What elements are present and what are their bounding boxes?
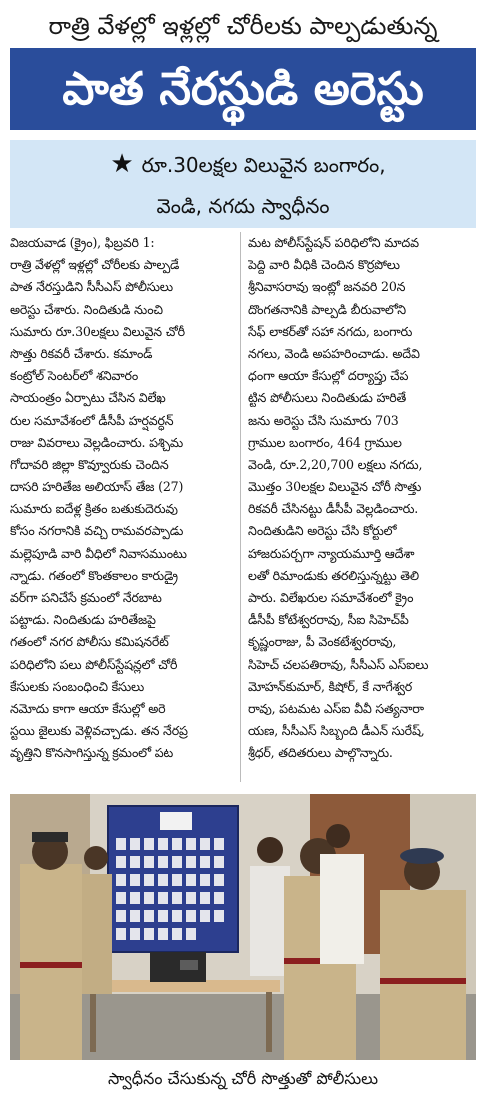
article-line: రాత్రి వేళల్లో ఇళ్లల్లో చోరీలకు పాల్పడే — [10, 257, 180, 273]
article-line: కోసం నగరానికి వచ్చి రామవరప్పాడు — [10, 523, 184, 539]
article-line: సేఫ్ లాకర్‌తో సహా నగదు, బంగారు — [248, 323, 413, 339]
article-line: దొంగతనానికి పాల్పడి బీరువాలోని — [248, 301, 406, 317]
article-line: మోహన్‌కుమార్, కిషోర్, కే నాగేశ్వర — [248, 678, 413, 694]
article-line: మల్లెపూడి వారి వీధిలో నివాసముంటు — [10, 545, 187, 561]
article-line: నమోదు కాగా ఆయా కేసుల్లో అరె — [10, 700, 166, 716]
photo-caption: స్వాధీనం చేసుకున్న చోరీ సొత్తుతో పోలీసులు — [107, 1069, 378, 1088]
article-line: సుమారు ఐదేళ్ల క్రితం బతుకుదెరువు — [10, 501, 178, 517]
article-line: పరిధిలోని పలు పోలీస్‌స్టేషన్లలో చోరీ — [10, 656, 178, 672]
article-line: పెద్ది వారి వీధికి చెందిన కొర్రపోలు — [248, 257, 400, 273]
officer-left — [20, 832, 82, 1060]
article-line: డీసీపీ కోటేశ్వరరావు, సీఐ సిహెచ్‌పీ — [248, 612, 409, 628]
article-line: నిందితుడిని అరెస్టు చేసి కోర్టులో — [248, 523, 397, 539]
article-line: సాయంత్రం ఏర్పాటు చేసిన విలేఖ — [10, 390, 166, 406]
kicker-headline: రాత్రి వేళల్లో ఇళ్లల్లో చోరీలకు పాల్పడుతున్న — [48, 12, 438, 40]
article-line: నగలు, వెండి అపహరించాడు. అదేవి — [248, 345, 420, 361]
subdeck-line-1 — [10, 144, 476, 185]
article-line: రావు, పటమట ఎస్ఐ వీవీ సత్యనారా — [248, 700, 424, 716]
article-line: మట పోలీస్‌స్టేషన్ పరిధిలోని మాదవ — [248, 235, 419, 250]
article-line: వృత్తిని కొనసాగిస్తున్న క్రమంలో పట — [10, 745, 173, 761]
article-line: గోదావరి జిల్లా కొవ్వూరుకు చెందిన — [10, 456, 169, 472]
article-line: పాత నేరస్తుడిని సీసీఎస్ పోలీసులు — [10, 279, 173, 295]
article-line: కంట్రోల్ సెంటర్‌లో శనివారం — [10, 368, 139, 384]
article-line: విజయవాడ (క్రైం), ఫిబ్రవరి 1: — [10, 235, 155, 250]
article-line: కేసులకు సంబంధించి కేసులు — [10, 678, 145, 694]
subdeck-text-1: రూ.30లక్షల విలువైన బంగారం, — [141, 153, 386, 177]
police-press-photo — [10, 794, 476, 1060]
subdeck-line-2: వెండి, నగదు స్వాధీనం — [156, 194, 330, 218]
main-headline: పాత నేరస్థుడి అరెస్టు — [10, 48, 476, 130]
article-line: సుమారు రూ.30లక్షలు విలువైన చోరీ — [10, 323, 185, 339]
article-line: హాజరుపర్చగా న్యాయమూర్తి ఆదేశా — [248, 545, 415, 561]
article-line: శ్రీనివాసరావు ఇంట్లో జనవరి 20న — [248, 279, 406, 295]
article-line: వెండి, రూ.2,20,700 లక్షలు నగదు, — [248, 456, 423, 472]
article-column-right — [248, 232, 478, 765]
news-photo — [10, 794, 476, 1060]
article-line: జను అరెస్టు చేసి సుమారు 703 — [248, 412, 399, 428]
article-line: శ్రీధర్, తదితరులు పాల్గొన్నారు. — [248, 745, 393, 761]
column-divider — [240, 232, 241, 782]
article-line: సిహెచ్ చలపతిరావు, సీసీఎస్ ఎస్ఐలు — [248, 656, 429, 672]
star-icon: ★ — [110, 149, 134, 179]
article-line: పట్టాడు. నిందితుడు హరితేజపై — [10, 612, 156, 628]
article-line: వర్‌గా పనిచేసే క్రమంలో నేరబాట — [10, 590, 162, 605]
article-line: దాసరి హరితేజ అలియాస్ తేజ (27) — [10, 479, 184, 495]
article-line: రాజు వివరాలు వెల్లడించారు. పశ్చిమ — [10, 434, 184, 450]
article-line: గ్రాముల బంగారం, 464 గ్రాముల — [248, 434, 402, 450]
article-line: రికవరీ చేసినట్టు డీసీపీ వెల్లడించారు. — [248, 501, 419, 517]
article-line: లతో రిమాండుకు తరలిస్తున్నట్టు తెలి — [248, 567, 419, 583]
article-line: రుల సమావేశంలో డీసీపీ హర్షవర్ధన్ — [10, 412, 174, 428]
article-line: స్టయి జైలుకు వెళ్లివచ్చాడు. తన నేరప్ర — [10, 723, 188, 739]
article-line: యణ, సీసీఎస్ సిబ్బంది డీఎన్ సురేష్, — [248, 723, 425, 739]
article-line: పారు. విలేఖరుల సమావేశంలో క్రైం — [248, 590, 414, 605]
article-line: ట్టిన పోలీసులు నిందితుడు హరితే — [248, 390, 407, 406]
article-line: న్నాడు. గతంలో కొంతకాలం కారుడ్రై — [10, 567, 178, 583]
article-column-left — [10, 232, 236, 765]
article-line: మొత్తం 30లక్షల విలువైన చోరీ సొత్తు — [248, 479, 422, 495]
article-line: అరెస్టు చేశారు. నిందితుడి నుంచి — [10, 301, 163, 317]
subdeck-box — [10, 140, 476, 228]
article-line: సొత్తు రికవరీ చేశారు. కమాండ్ — [10, 345, 153, 361]
article-line: కృష్ణంరాజు, పీ వెంకటేశ్వరరావు, — [248, 634, 397, 650]
article-line: గతంలో నగర పోలీసు కమిషనరేట్ — [10, 634, 169, 650]
article-line: ధంగా ఆయా కేసుల్లో దర్యాప్తు చేప — [248, 368, 409, 384]
